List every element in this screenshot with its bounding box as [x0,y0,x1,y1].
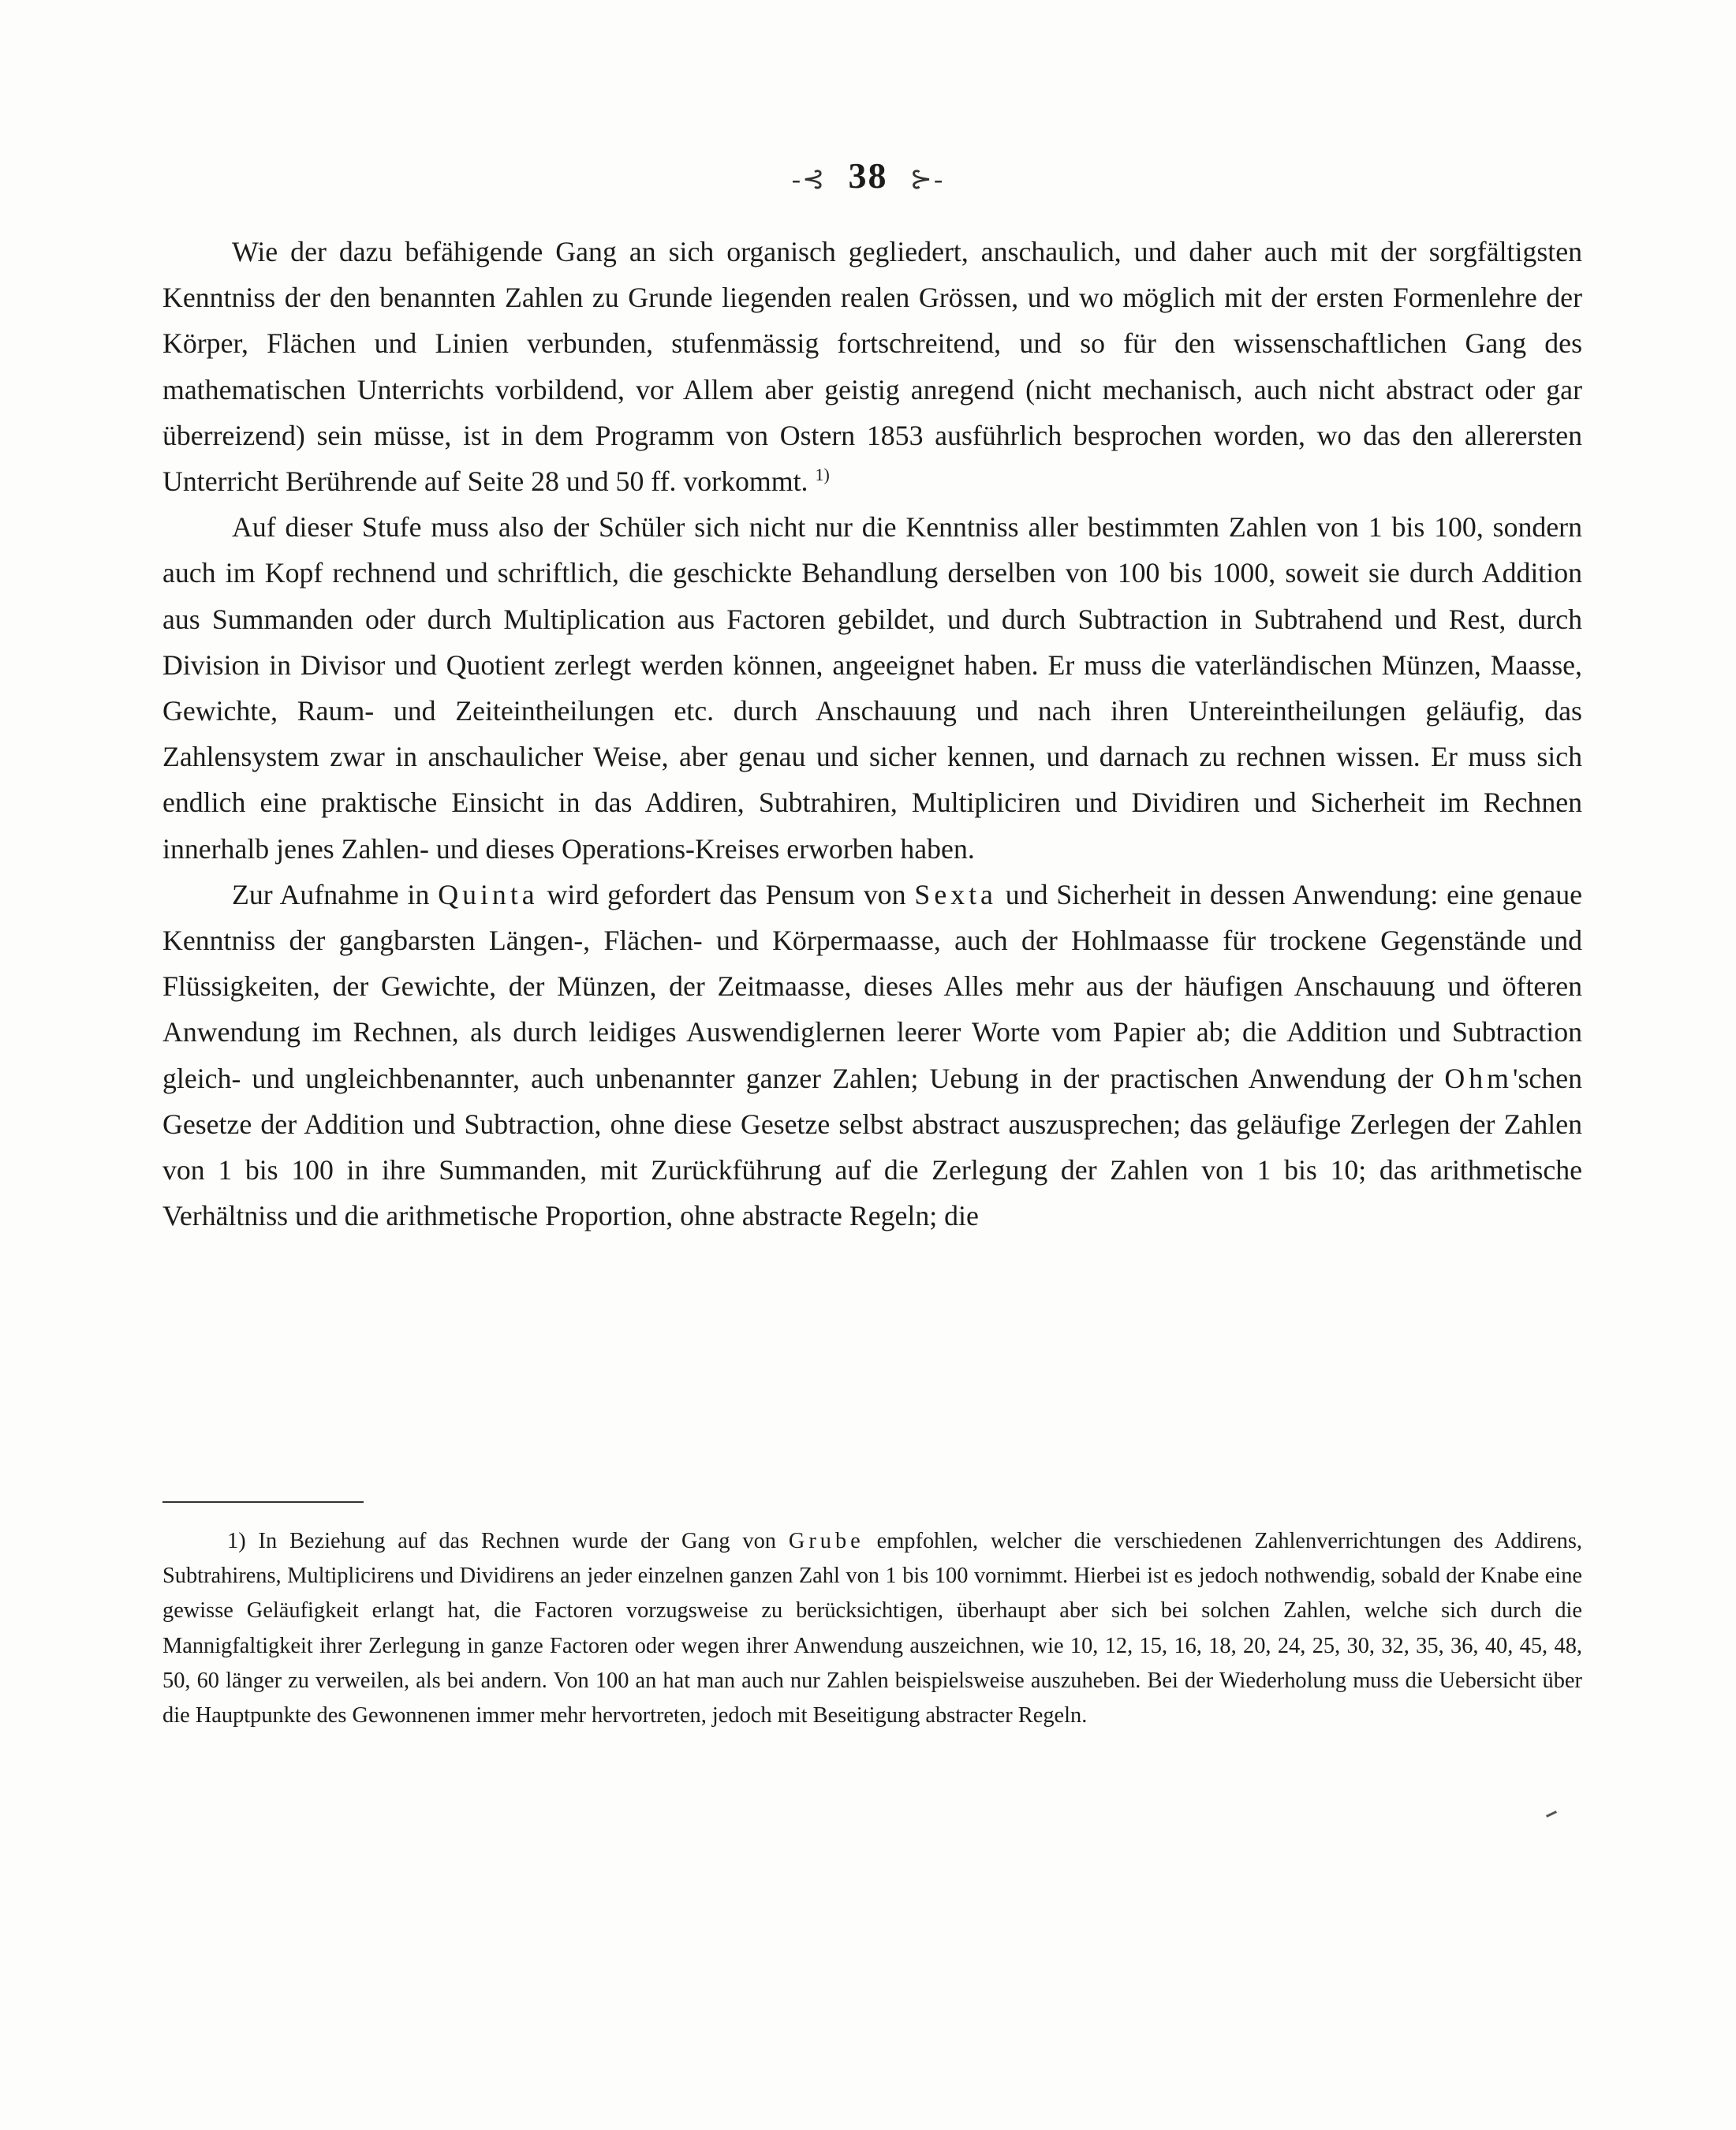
footnotes [162,1524,1582,1733]
paragraph-3-text-a: Zur Aufnahme in [232,878,439,910]
page-number: 38 [848,155,888,196]
paragraph-1 [162,229,1582,504]
footnote-label: 1) [227,1529,246,1553]
paragraph-3 [162,872,1582,1239]
paragraph-3-text-d: 'schen Gesetze der Addition und Subtraction, ohne diese Gesetze selbst abstract auszusprechen; das geläufige Zerlegen der Zahlen von 1 bis 100 in ihre Summanden, mit Zurückführung auf die Zerlegung der Zahlen von 1 bis 10; das arithmetische Verhältniss und die arithmetische Proportion, ohne abstracte Regeln; die [162,1062,1582,1232]
footnote-1 [162,1524,1582,1733]
paragraph-2: Auf dieser Stufe muss also der Schüler sich nicht nur die Kenntniss aller bestimmten Zahlen von 1 bis 100, sondern auch im Kopf rechnend und schriftlich, die geschickte Behandlung derselben von 100 bis 1000, soweit sie durch Addition aus Summanden oder durch Multiplication aus Factoren gebildet, und durch Subtraction in Subtrahend und Rest, durch Division in Divisor und Quotient zerlegt werden können, angeeignet haben. Er muss die vaterländischen Münzen, Maasse, Gewichte, Raum- und Zeiteintheilungen etc. durch Anschauung und nach ihren Untereintheilungen geläufig, das Zahlensystem zwar in anschaulicher Weise, aber genau und sicher kennen, und darnach zu rechnen wissen. Er muss sich endlich eine praktische Einsicht in das Addiren, Subtrahiren, Multipliciren und Dividiren und Sicherheit im Rechnen innerhalb jenes Zahlen- und dieses Operations-Kreises erworben haben. [162,511,1582,865]
ink-mark [1546,1810,1557,1818]
footnote-reference: 1) [815,465,830,485]
page-header [0,155,1736,196]
paragraph-1-text: Wie der dazu befähigende Gang an sich organisch gegliedert, anschaulich, und daher auch mit der sorgfältigsten Kenntniss der den benannten Zahlen zu Grunde liegenden realen Grössen, und wo möglich mit der ersten Formenlehre der Körper, Flächen und Linien verbunden, stufenmässig fortschreitend, und so für den wissenschaftlichen Gang des mathematischen Unterrichts vorbildend, vor Allem aber geistig anregend (nicht mechanisch, auch nicht abstract oder gar überreizend) sein müsse, ist in dem Programm von Ostern 1853 ausführlich besprochen worden, wo das den allerersten Unterricht Berührende auf Seite 28 und 50 ff. vorkommt. [162,236,1582,498]
emphasis-sexta: Sexta [914,878,997,910]
emphasis-quinta: Quinta [438,878,539,910]
ornament-right-icon: ⊱- [909,165,945,195]
emphasis-ohm: Ohm [1444,1062,1514,1094]
footnote-text-a: In Beziehung auf das Rechnen wurde der Gang von [245,1529,789,1553]
paragraph-3-text-b: wird gefordert das Pensum von [538,878,915,910]
footnote-text-b: empfohlen, welcher die verschiedenen Zahlenverrichtungen des Addirens, Subtrahirens, Multiplicirens und Dividirens an jeder einzelnen ganzen Zahl von 1 bis 100 vornimmt. Hierbei ist es jedoch nothwendig, sobald der Knabe eine gewisse Geläufigkeit erlangt hat, die Factoren vorzugsweise zu berücksichtigen, überhaupt aber sich bei solchen Zahlen, welche sich durch die Mannigfaltigkeit ihrer Zerlegung in ganze Factoren oder wegen ihrer Anwendung auszeichnen, wie 10, 12, 15, 16, 18, 20, 24, 25, 30, 32, 35, 36, 40, 45, 48, 50, 60 länger zu verweilen, als bei andern. Von 100 an hat man auch nur Zahlen beispielsweise auszuheben. Bei der Wiederholung muss die Uebersicht über die Hauptpunkte des Gewonnenen immer mehr hervortreten, jedoch mit Beseitigung abstracter Regeln. [162,1529,1582,1728]
emphasis-grube: Grube [788,1529,864,1553]
paragraph-3-text-c: und Sicherheit in dessen Anwendung: eine genaue Kenntniss der gangbarsten Längen-, Flächen- und Körpermaasse, auch der Hohlmaasse für trockene Gegenstände und Flüssigkeiten, der Gewichte, der Münzen, der Zeitmaasse, dieses Alles mehr aus der häufigen Anschauung und öfteren Anwendung im Rechnen, als durch leidiges Auswendiglernen leerer Worte vom Papier ab; die Addition und Subtraction gleich- und ungleichbenannter, auch unbenannter ganzer Zahlen; Uebung in der practischen Anwendung der [162,878,1582,1094]
footnote-divider [162,1501,364,1503]
ornament-left-icon: -⊰ [791,165,827,195]
main-text [162,229,1582,1239]
